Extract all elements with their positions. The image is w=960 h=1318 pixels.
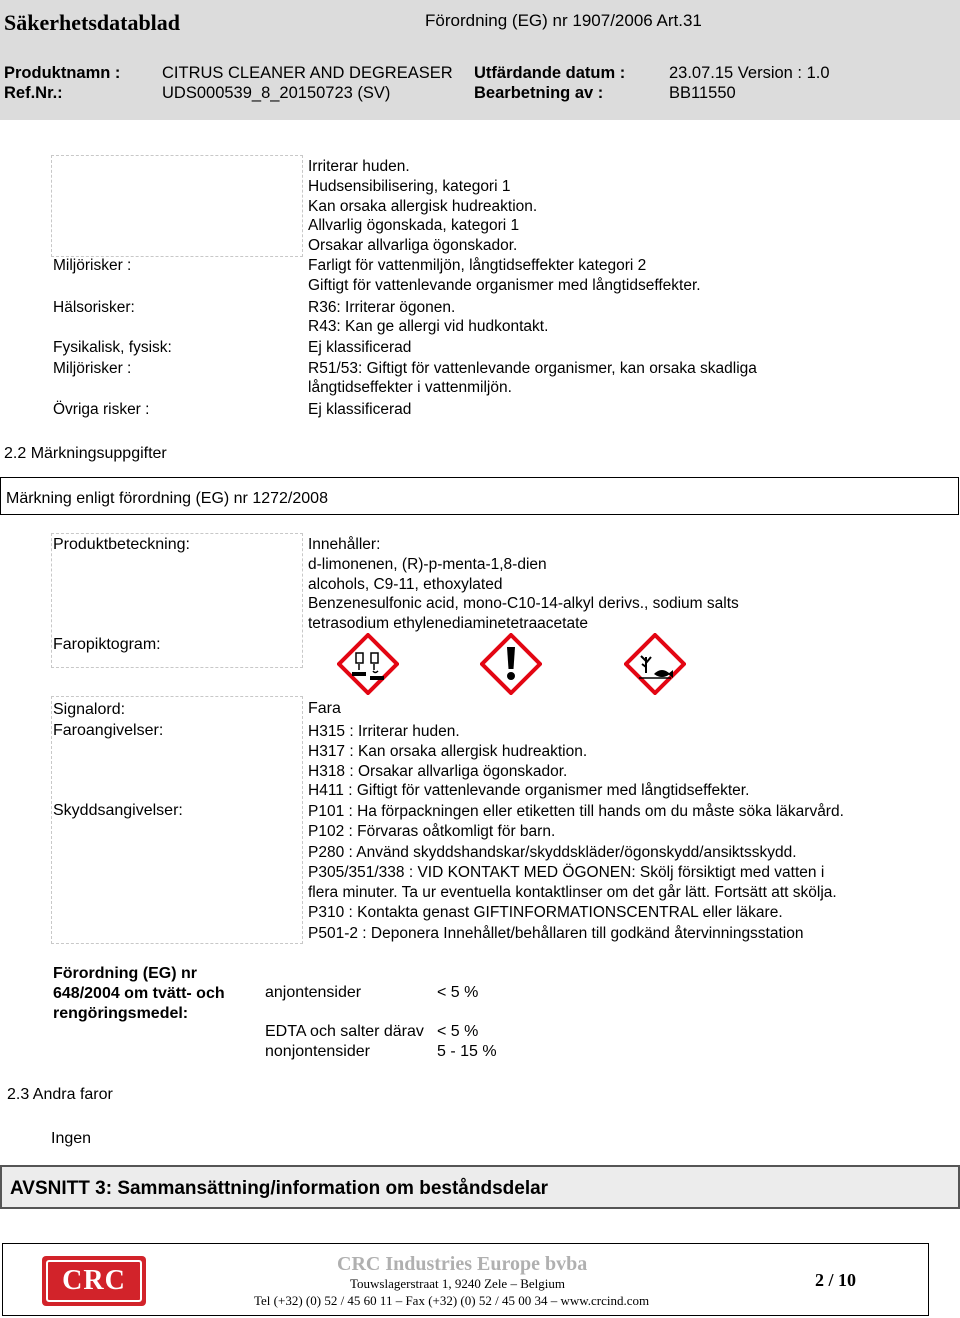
product-name: CITRUS CLEANER AND DEGREASER	[162, 64, 453, 82]
precaution-statement: P305/351/338 : VID KONTAKT MED ÖGONEN: Skölj försiktigt med vatten i	[308, 863, 825, 881]
detergent-label-line: 648/2004 om tvätt- och	[53, 985, 225, 1002]
hazard-statement-label: Faroangivelser:	[53, 722, 164, 739]
hazard-line: Orsakar allvarliga ögonskador.	[308, 237, 518, 255]
corrosion-pictogram-icon	[337, 633, 399, 695]
product-id-label: Produktbeteckning:	[53, 536, 190, 553]
precaution-statement: P280 : Använd skyddshandskar/skyddskläder/ögonskydd/ansiktsskydd.	[308, 843, 797, 861]
env-risk-r51: R51/53: Giftigt för vattenlevande organismer, kan orsaka skadliga	[308, 360, 757, 377]
detergent-name: nonjontensider	[265, 1043, 370, 1060]
company-name: CRC Industries Europe bvba	[337, 1253, 588, 1275]
issue-date-label: Utfärdande datum :	[474, 64, 626, 82]
signal-word-label: Signalord:	[53, 701, 126, 718]
hazard-statement: H411 : Giftigt för vattenlevande organismer med långtidseffekter.	[308, 782, 750, 800]
company-address: Touwslagerstraat 1, 9240 Zele – Belgium	[350, 1276, 565, 1291]
crc-logo-text: CRC	[62, 1265, 126, 1296]
company-contact: Tel (+32) (0) 52 / 45 60 11 – Fax (+32) (0) 52 / 45 00 34 – www.crcind.com	[254, 1293, 650, 1308]
precaution-statements	[308, 802, 844, 944]
section-2-2-heading: 2.2 Märkningsuppgifter	[4, 445, 167, 462]
ref-label: Ref.Nr.:	[4, 84, 63, 102]
other-risk-label: Övriga risker :	[53, 401, 150, 418]
contains-line: Benzenesulfonic acid, mono-C10-14-alkyl derivs., sodium salts	[308, 595, 739, 613]
other-hazards-text: Ingen	[51, 1130, 92, 1147]
env-risk-value-2: Giftigt för vattenlevande organismer med långtidseffekter.	[308, 277, 701, 294]
issue-date-value: 23.07.15 Version : 1.0	[669, 64, 830, 82]
hazard-line: Hudsensibilisering, kategori 1	[308, 177, 511, 195]
precaution-statement: P102 : Förvaras oåtkomligt för barn.	[308, 823, 556, 841]
detergent-regulation-label	[53, 964, 225, 1024]
detergent-value: < 5 %	[437, 1023, 479, 1040]
regulation-reference: Förordning (EG) nr 1907/2006 Art.31	[425, 11, 702, 30]
env-risk-r51-cont: långtidseffekter i vattenmiljön.	[308, 379, 512, 396]
edited-by-value: BB11550	[669, 84, 736, 102]
hazard-line: Kan orsaka allergisk hudreaktion.	[308, 197, 538, 215]
document-title: Säkerhetsdatablad	[4, 10, 181, 35]
detergent-label-line: Förordning (EG) nr	[53, 965, 197, 982]
hazard-line: Irriterar huden.	[308, 158, 410, 175]
detergent-name: EDTA och salter därav	[265, 1023, 424, 1040]
physical-risk-label: Fysikalisk, fysisk:	[53, 339, 172, 356]
product-label: Produktnamn :	[4, 64, 121, 82]
exclamation-pictogram-icon	[480, 633, 542, 695]
ref-number: UDS000539_8_20150723 (SV)	[162, 84, 391, 102]
health-risk-r43: R43: Kan ge allergi vid hudkontakt.	[308, 318, 549, 335]
hazard-statement: H315 : Irriterar huden.	[308, 723, 460, 740]
contains-line: Innehåller:	[308, 536, 381, 553]
section-3-heading: AVSNITT 3: Sammansättning/information om beståndsdelar	[10, 1178, 549, 1199]
precaution-statement: P501-2 : Deponera Innehållet/behållaren till godkänd återvinningsstation	[308, 924, 804, 942]
detergent-label-line: rengöringsmedel:	[53, 1005, 189, 1022]
other-risk-value: Ej klassificerad	[308, 401, 412, 418]
page-number: 2 / 10	[815, 1270, 857, 1290]
edited-by-label: Bearbetning av :	[474, 84, 604, 102]
contains-line: alcohols, C9-11, ethoxylated	[308, 575, 503, 593]
detergent-value: 5 - 15 %	[437, 1043, 497, 1060]
env-risk-label: Miljörisker :	[53, 257, 132, 274]
precaution-statement: flera minuter. Ta ur eventuella kontaktlinser om det går lätt. Fortsätt att skölja.	[308, 884, 837, 902]
section-2-3-heading: 2.3 Andra faror	[7, 1086, 113, 1103]
health-risk-label: Hälsorisker:	[53, 299, 135, 316]
precaution-label: Skyddsangivelser:	[53, 802, 183, 819]
env-risk-label-2: Miljörisker :	[53, 360, 132, 377]
precaution-statement: P101 : Ha förpackningen eller etiketten till hands om du måste söka läkarvård.	[308, 803, 844, 820]
health-risk-r36: R36: Irriterar ögonen.	[308, 299, 456, 316]
precaution-statement: P310 : Kontakta genast GIFTINFORMATIONSCENTRAL eller läkare.	[308, 904, 783, 922]
contains-list	[308, 535, 739, 634]
crc-logo	[42, 1256, 146, 1306]
hazard-cell-frame	[51, 155, 303, 257]
contains-line: d-limonenen, (R)-p-menta-1,8-dien	[308, 555, 547, 573]
labelling-title: Märkning enligt förordning (EG) nr 1272/2008	[6, 490, 328, 507]
environment-pictogram-icon	[624, 633, 686, 695]
signal-word-value: Fara	[308, 700, 341, 717]
hazard-statements	[308, 722, 749, 801]
hazard-line: Allvarlig ögonskada, kategori 1	[308, 217, 520, 235]
detergent-name: anjontensider	[265, 984, 362, 1001]
hazard-statement: H317 : Kan orsaka allergisk hudreaktion.	[308, 742, 588, 760]
physical-risk-value: Ej klassificerad	[308, 339, 412, 356]
detergent-value: < 5 %	[437, 984, 479, 1001]
env-risk-value: Farligt för vattenmiljön, långtidseffekter kategori 2	[308, 257, 647, 274]
hazard-statement: H318 : Orsakar allvarliga ögonskador.	[308, 762, 568, 780]
hazard-lines-top	[308, 157, 537, 256]
pictogram-label: Faropiktogram:	[53, 636, 161, 653]
contains-line: tetrasodium ethylenediaminetetraacetate	[308, 615, 589, 633]
